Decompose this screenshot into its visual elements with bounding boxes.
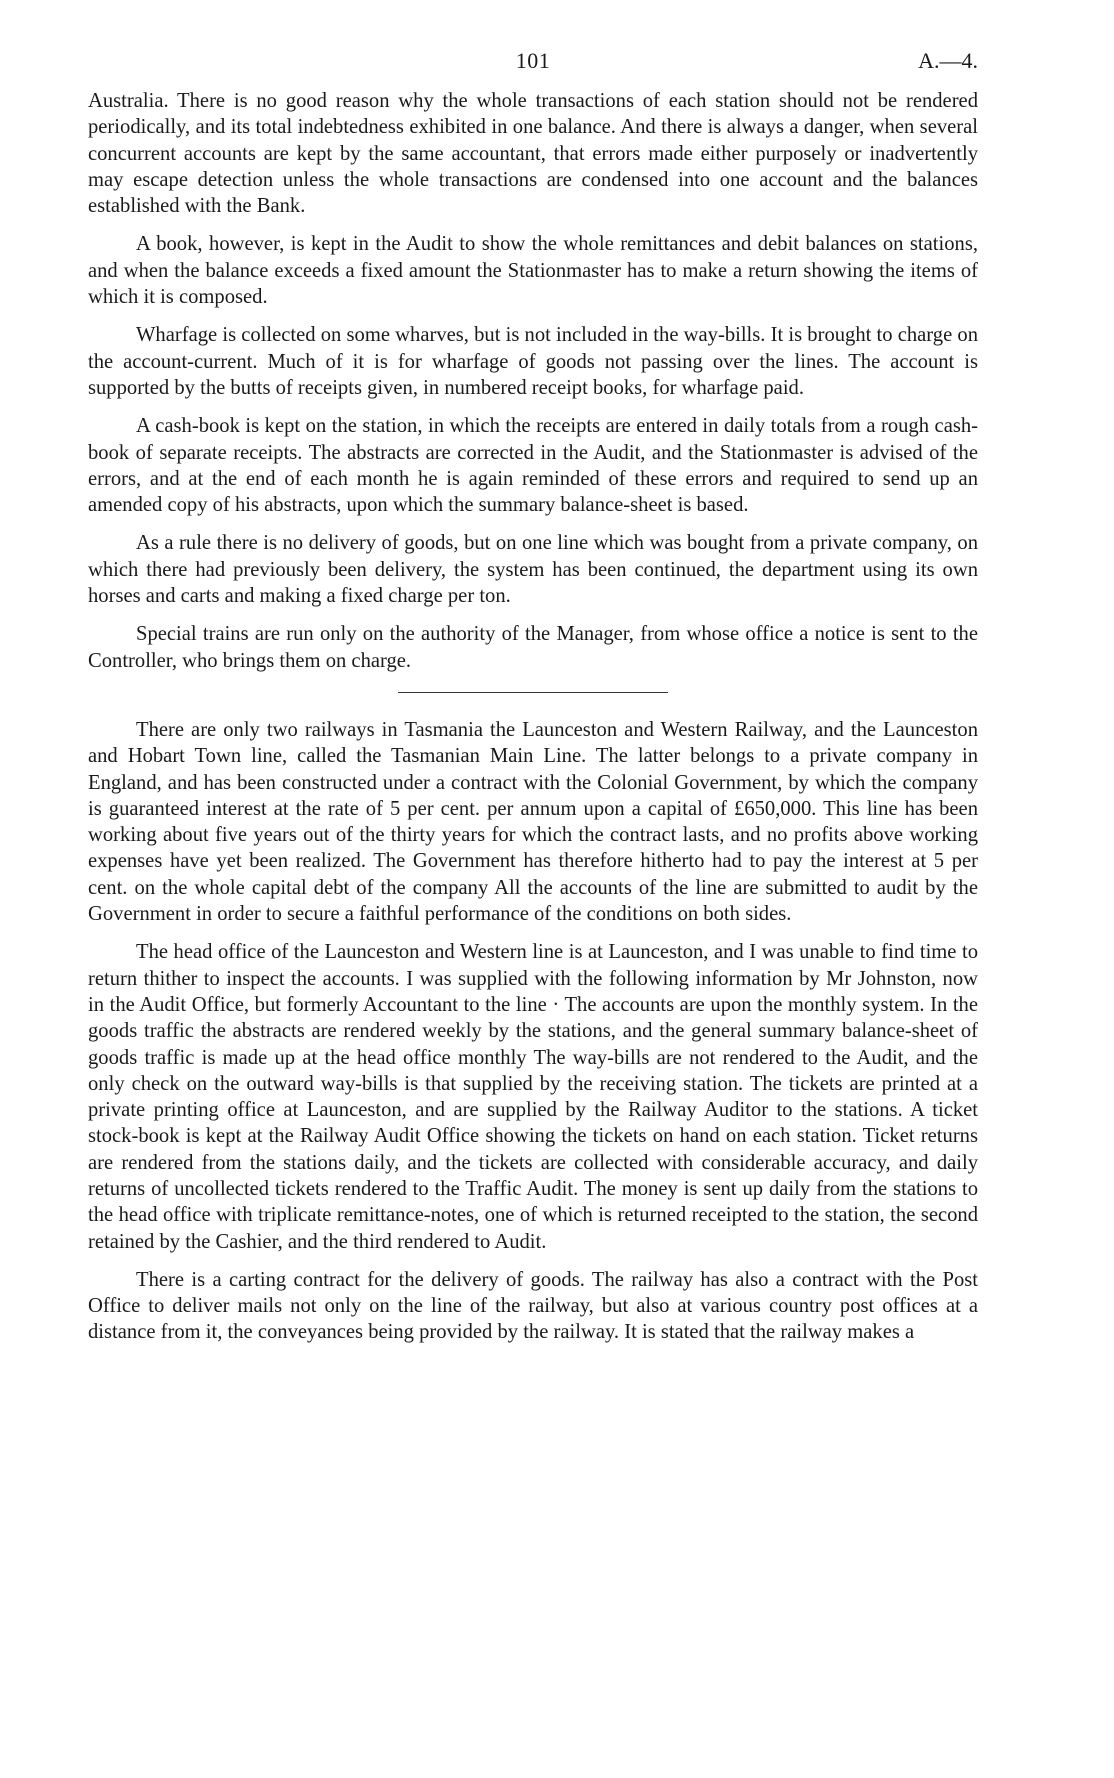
paragraph: There is a carting contract for the delivery of goods. The railway has also a contract with the Post Office to deliver mails not only on the line of the railway, but also at various country post offices at a distance from it, the conveyances being provided by the railway. It is stated that the railway makes a — [88, 1268, 978, 1344]
report-code: A.—4. — [918, 48, 978, 73]
page-number: 101 — [515, 48, 551, 73]
page-header — [88, 48, 978, 88]
paragraph: As a rule there is no delivery of goods, but on one line which was bought from a private company, on which there had previously been delivery, the system has been continued, the department using its own horses and carts and making a fixed charge per ton. — [88, 532, 978, 608]
paragraph: Australia. There is no good reason why the whole transactions of each station should not be rendered periodically, and its total indebtedness exhibited in one balance. And there is always a danger, when several concurrent accounts are kept by the same accountant, that errors made either purposely or inadvertently may escape detection unless the whole transactions are condensed into one account and the balances established with the Bank. — [88, 90, 978, 218]
section-divider — [398, 692, 668, 693]
paragraph: There are only two railways in Tasmania the Launceston and Western Railway, and the Launceston and Hobart Town line, called the Tasmanian Main Line. The latter belongs to a private company in England, and has been constructed under a contract with the Colonial Government, by which the company is guaranteed interest at the rate of 5 per cent. per annum upon a capital of £650,000. This line has been working about five years out of the thirty years for which the contract lasts, and no profits above working expenses have yet been realized. The Government has therefore hitherto had to pay the interest at 5 per cent. on the whole capital debt of the company All the accounts of the line are submitted to audit by the Government in order to secure a faithful performance of the conditions on both sides. — [88, 718, 978, 926]
document-page — [88, 48, 978, 1358]
paragraph: The head office of the Launceston and Western line is at Launceston, and I was unable to find time to return thither to inspect the accounts. I was supplied with the following information by Mr Johnston, now in the Audit Office, but formerly Accountant to the line · The accounts are upon the monthly system. In the goods traffic the abstracts are rendered weekly by the stations, and the general summary balance-sheet of goods traffic is made up at the head office monthly The way-bills are not rendered to the Audit, and the only check on the outward way-bills is that supplied by the receiving station. The tickets are printed at a private printing office at Launceston, and are supplied by the Railway Auditor to the stations. A ticket stock-book is kept at the Railway Audit Office showing the tickets on hand on each station. Ticket returns are rendered from the stations daily, and the tickets are collected with considerable accuracy, and daily returns of uncollected tickets rendered to the Traffic Audit. The money is sent up daily from the stations to the head office with triplicate remittance-notes, one of which is returned receipted to the station, the second retained by the Cashier, and the third rendered to Audit. — [88, 941, 978, 1253]
paragraph: Wharfage is collected on some wharves, but is not included in the way-bills. It is brought to charge on the account-current. Much of it is for wharfage of goods not passing over the lines. The account is supported by the butts of receipts given, in numbered receipt books, for wharfage paid. — [88, 324, 978, 399]
paragraph: A cash-book is kept on the station, in which the receipts are entered in daily totals from a rough cash-book of separate receipts. The abstracts are corrected in the Audit, and the Stationmaster is advised of the errors, and at the end of each month he is again reminded of these errors and required to send up an amended copy of his abstracts, upon which the summary balance-sheet is based. — [88, 415, 978, 517]
paragraph: A book, however, is kept in the Audit to show the whole remittances and debit balances on stations, and when the balance exceeds a fixed amount the Stationmaster has to make a return showing the items of which it is composed. — [88, 233, 978, 309]
paragraph: Special trains are run only on the authority of the Manager, from whose office a notice is sent to the Controller, who brings them on charge. — [88, 623, 978, 672]
